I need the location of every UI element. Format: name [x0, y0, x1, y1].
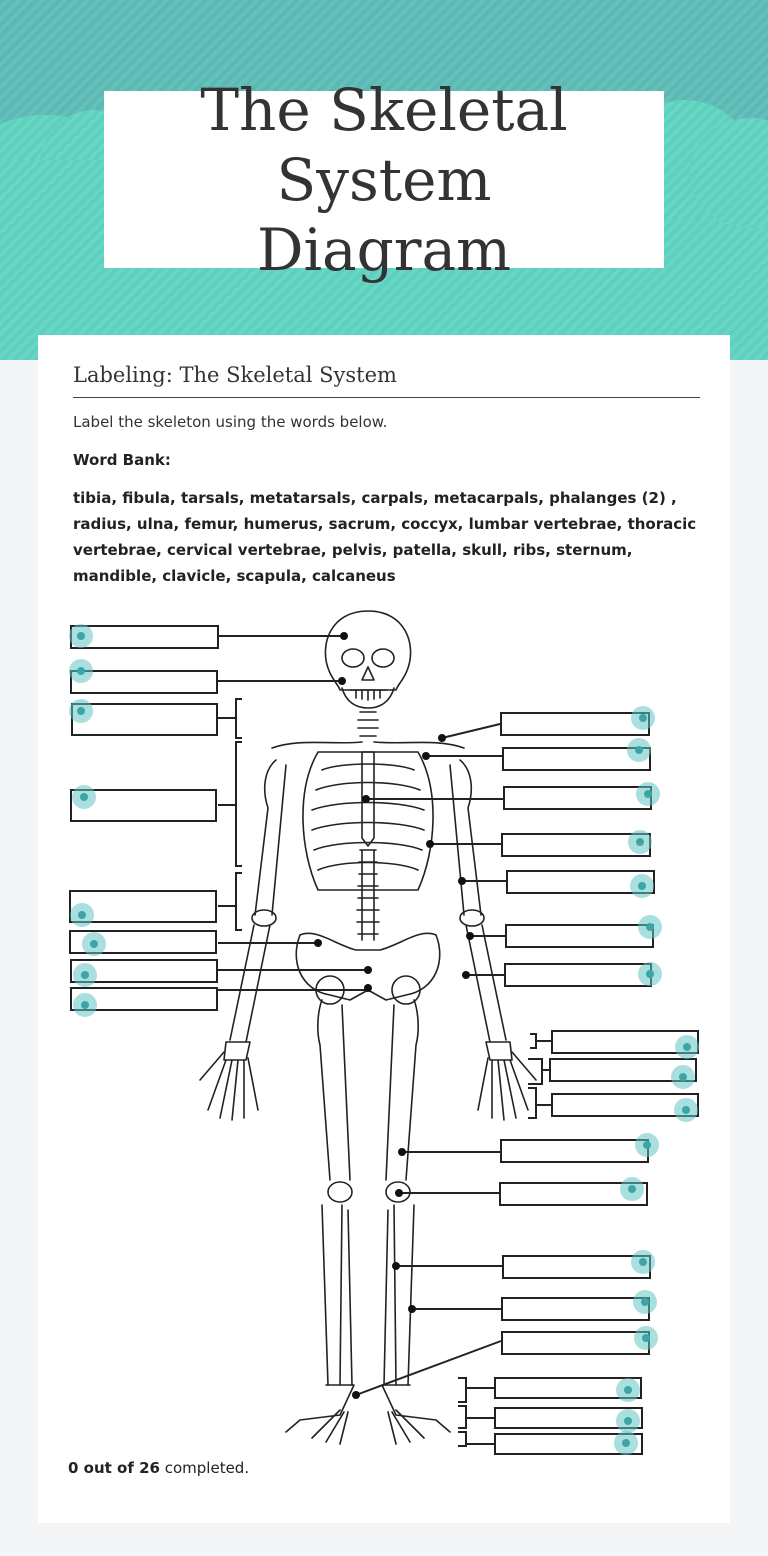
hotspot-marker[interactable]: [69, 659, 93, 683]
hotspot-marker[interactable]: [73, 993, 97, 1017]
hotspot-marker[interactable]: [671, 1065, 695, 1089]
hand-right: [478, 1042, 536, 1120]
elbow-left: [252, 910, 276, 926]
eye-socket-left: [342, 649, 364, 667]
label-box[interactable]: [503, 786, 652, 810]
eye-socket-right: [372, 649, 394, 667]
femur-left: [318, 1000, 350, 1180]
section-title: Labeling: The Skeletal System: [73, 363, 700, 398]
hotspot-marker[interactable]: [620, 1177, 644, 1201]
hotspot-marker[interactable]: [614, 1431, 638, 1455]
clavicle-left: [272, 742, 362, 748]
hotspot-marker[interactable]: [69, 699, 93, 723]
clavicle-right: [374, 742, 464, 748]
hip-socket-right: [392, 976, 420, 1004]
humerus-right: [450, 760, 481, 915]
foot-left: [286, 1385, 354, 1444]
label-box[interactable]: [501, 1297, 650, 1321]
hotspot-marker[interactable]: [73, 963, 97, 987]
label-box[interactable]: [502, 1255, 651, 1279]
label-box[interactable]: [504, 963, 652, 987]
elbow-right: [460, 910, 484, 926]
hotspot-marker[interactable]: [72, 785, 96, 809]
ribcage-outline: [303, 752, 433, 890]
hotspot-marker[interactable]: [636, 782, 660, 806]
hotspot-marker[interactable]: [627, 738, 651, 762]
label-box[interactable]: [500, 712, 650, 736]
hotspot-marker[interactable]: [628, 830, 652, 854]
hotspot-marker[interactable]: [70, 903, 94, 927]
label-box[interactable]: [500, 1139, 649, 1163]
progress-suffix: completed.: [159, 1459, 250, 1477]
hotspot-marker[interactable]: [82, 932, 106, 956]
forearm-right: [466, 925, 506, 1042]
ribs: [312, 764, 424, 870]
hotspot-marker[interactable]: [616, 1409, 640, 1433]
hotspot-marker[interactable]: [630, 874, 654, 898]
word-bank-heading: Word Bank:: [73, 451, 171, 469]
label-box[interactable]: [505, 924, 654, 948]
progress-count: 0 out of 26: [68, 1459, 160, 1477]
cervical-spine: [358, 712, 378, 736]
word-bank-list: tibia, fibula, tarsals, metatarsals, carpals, metacarpals, phalanges (2) , radius, ulna, femur, humerus, sacrum, coccyx, lumbar vertebrae, thoracic vertebrae, cervical vertebrae, pelvis, patella, skull, ribs, sternum, mandible, clavicle, scapula, calcaneus: [73, 489, 697, 585]
tibia-fibula-left: [322, 1205, 352, 1385]
teeth: [350, 690, 386, 700]
skeleton-illustration: [200, 611, 536, 1444]
hotspot-marker[interactable]: [616, 1378, 640, 1402]
hotspot-marker[interactable]: [638, 915, 662, 939]
instructions-text: Label the skeleton using the words below.: [73, 413, 388, 431]
hotspot-marker[interactable]: [635, 1133, 659, 1157]
hotspot-marker[interactable]: [675, 1035, 699, 1059]
hotspot-marker[interactable]: [633, 1290, 657, 1314]
patella-left: [328, 1182, 352, 1202]
hand-left: [200, 1042, 258, 1120]
tibia-fibula-right: [384, 1205, 414, 1385]
skull-shape: [325, 611, 410, 690]
hotspot-marker[interactable]: [634, 1326, 658, 1350]
hotspot-marker[interactable]: [631, 706, 655, 730]
hotspot-marker[interactable]: [638, 962, 662, 986]
nasal-cavity: [362, 667, 374, 680]
page-title: The Skeletal System Diagram: [200, 75, 568, 284]
vertebral-column: [357, 850, 379, 940]
label-box[interactable]: [501, 1331, 650, 1355]
foot-right: [382, 1385, 450, 1444]
hotspot-marker[interactable]: [674, 1098, 698, 1122]
hotspot-marker[interactable]: [69, 624, 93, 648]
humerus-left: [255, 760, 286, 915]
label-box[interactable]: [71, 703, 218, 736]
hotspot-marker[interactable]: [631, 1250, 655, 1274]
